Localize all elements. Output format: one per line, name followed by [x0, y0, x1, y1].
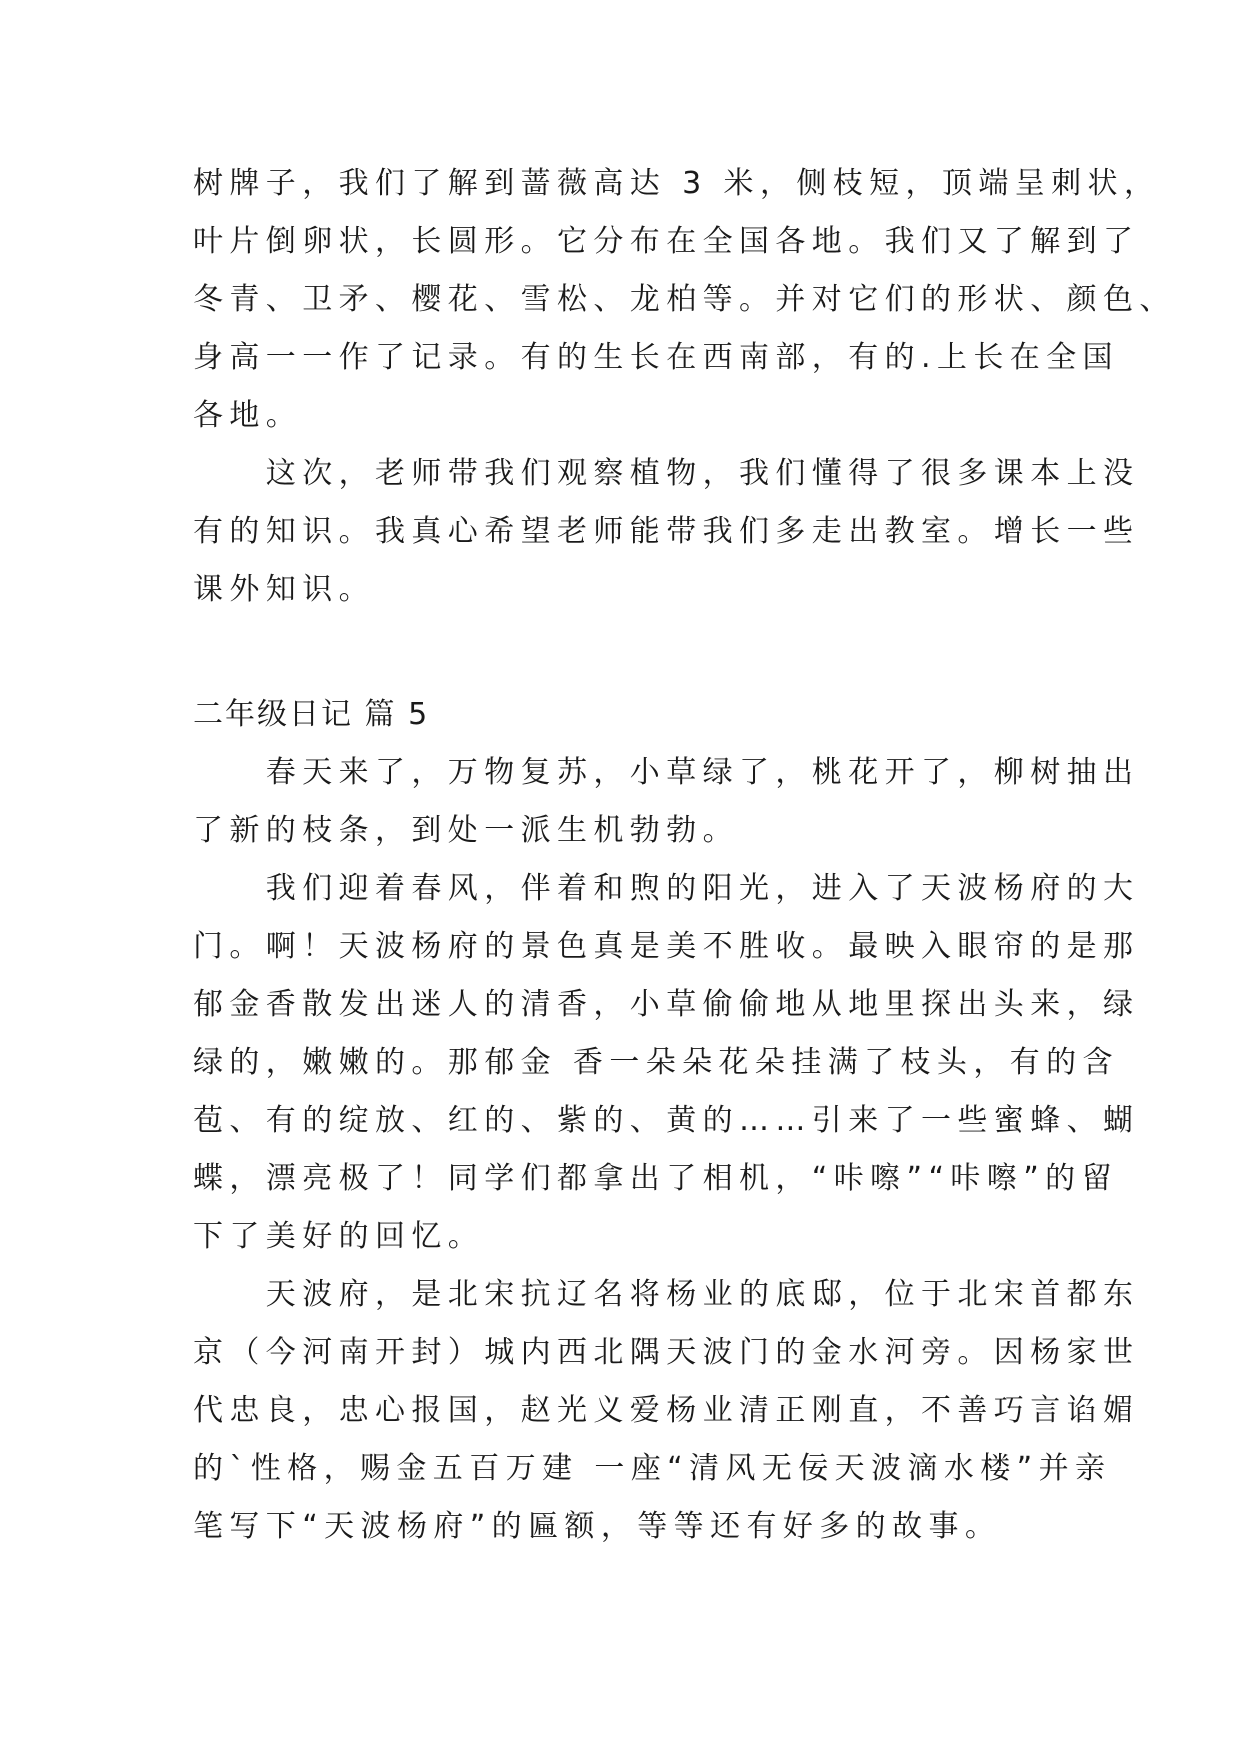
paragraph-line: 身高一一作了记录。有的生长在西南部，有的.上长在全国 — [193, 340, 1119, 375]
paragraph-line: 的`性格，赐金五百万建 一座“清风无佞天波滴水楼”并亲 — [193, 1451, 1112, 1486]
paragraph-line: 有的知识。我真心希望老师能带我们多走出教室。增长一些 — [193, 514, 1140, 549]
paragraph-line: 蝶，漂亮极了！同学们都拿出了相机，“咔嚓”“咔嚓”的留 — [193, 1161, 1118, 1196]
paragraph-line: 课外知识。 — [193, 572, 375, 607]
paragraph-line: 我们迎着春风，伴着和煦的阳光，进入了天波杨府的大 — [193, 871, 1140, 906]
paragraph-line: 了新的枝条，到处一派生机勃勃。 — [193, 813, 739, 848]
paragraph-line: 冬青、卫矛、樱花、雪松、龙柏等。并对它们的形状、颜色、 — [193, 282, 1176, 317]
paragraph-line: 代忠良，忠心报国，赵光义爱杨业清正刚直，不善巧言谄媚 — [193, 1393, 1140, 1428]
paragraph-line: 各地。 — [193, 398, 303, 433]
paragraph-line: 树牌子，我们了解到蔷薇高达 3 米，侧枝短，顶端呈刺状， — [193, 166, 1161, 201]
paragraph-line: 郁金香散发出迷人的清香，小草偷偷地从地里探出头来，绿 — [193, 987, 1140, 1022]
paragraph-line: 春天来了，万物复苏，小草绿了，桃花开了，柳树抽出 — [193, 755, 1140, 790]
paragraph-line: 叶片倒卵状，长圆形。它分布在全国各地。我们又了解到了 — [193, 224, 1140, 259]
paragraph-line: 天波府，是北宋抗辽名将杨业的底邸，位于北宋首都东 — [193, 1277, 1140, 1312]
paragraph-line: 京（今河南开封）城内西北隅天波门的金水河旁。因杨家世 — [193, 1335, 1140, 1370]
section-title: 二年级日记 篇 5 — [193, 697, 430, 732]
paragraph-line: 苞、有的绽放、红的、紫的、黄的……引来了一些蜜蜂、蝴 — [193, 1103, 1140, 1138]
paragraph-line: 这次，老师带我们观察植物，我们懂得了很多课本上没 — [193, 456, 1140, 491]
paragraph-line: 绿的，嫩嫩的。那郁金 香一朵朵花朵挂满了枝头，有的含 — [193, 1045, 1119, 1080]
paragraph-line: 下了美好的回忆。 — [193, 1219, 485, 1254]
paragraph-line: 笔写下“天波杨府”的匾额，等等还有好多的故事。 — [193, 1509, 1002, 1544]
paragraph-line: 门。啊！天波杨府的景色真是美不胜收。最映入眼帘的是那 — [193, 929, 1140, 964]
